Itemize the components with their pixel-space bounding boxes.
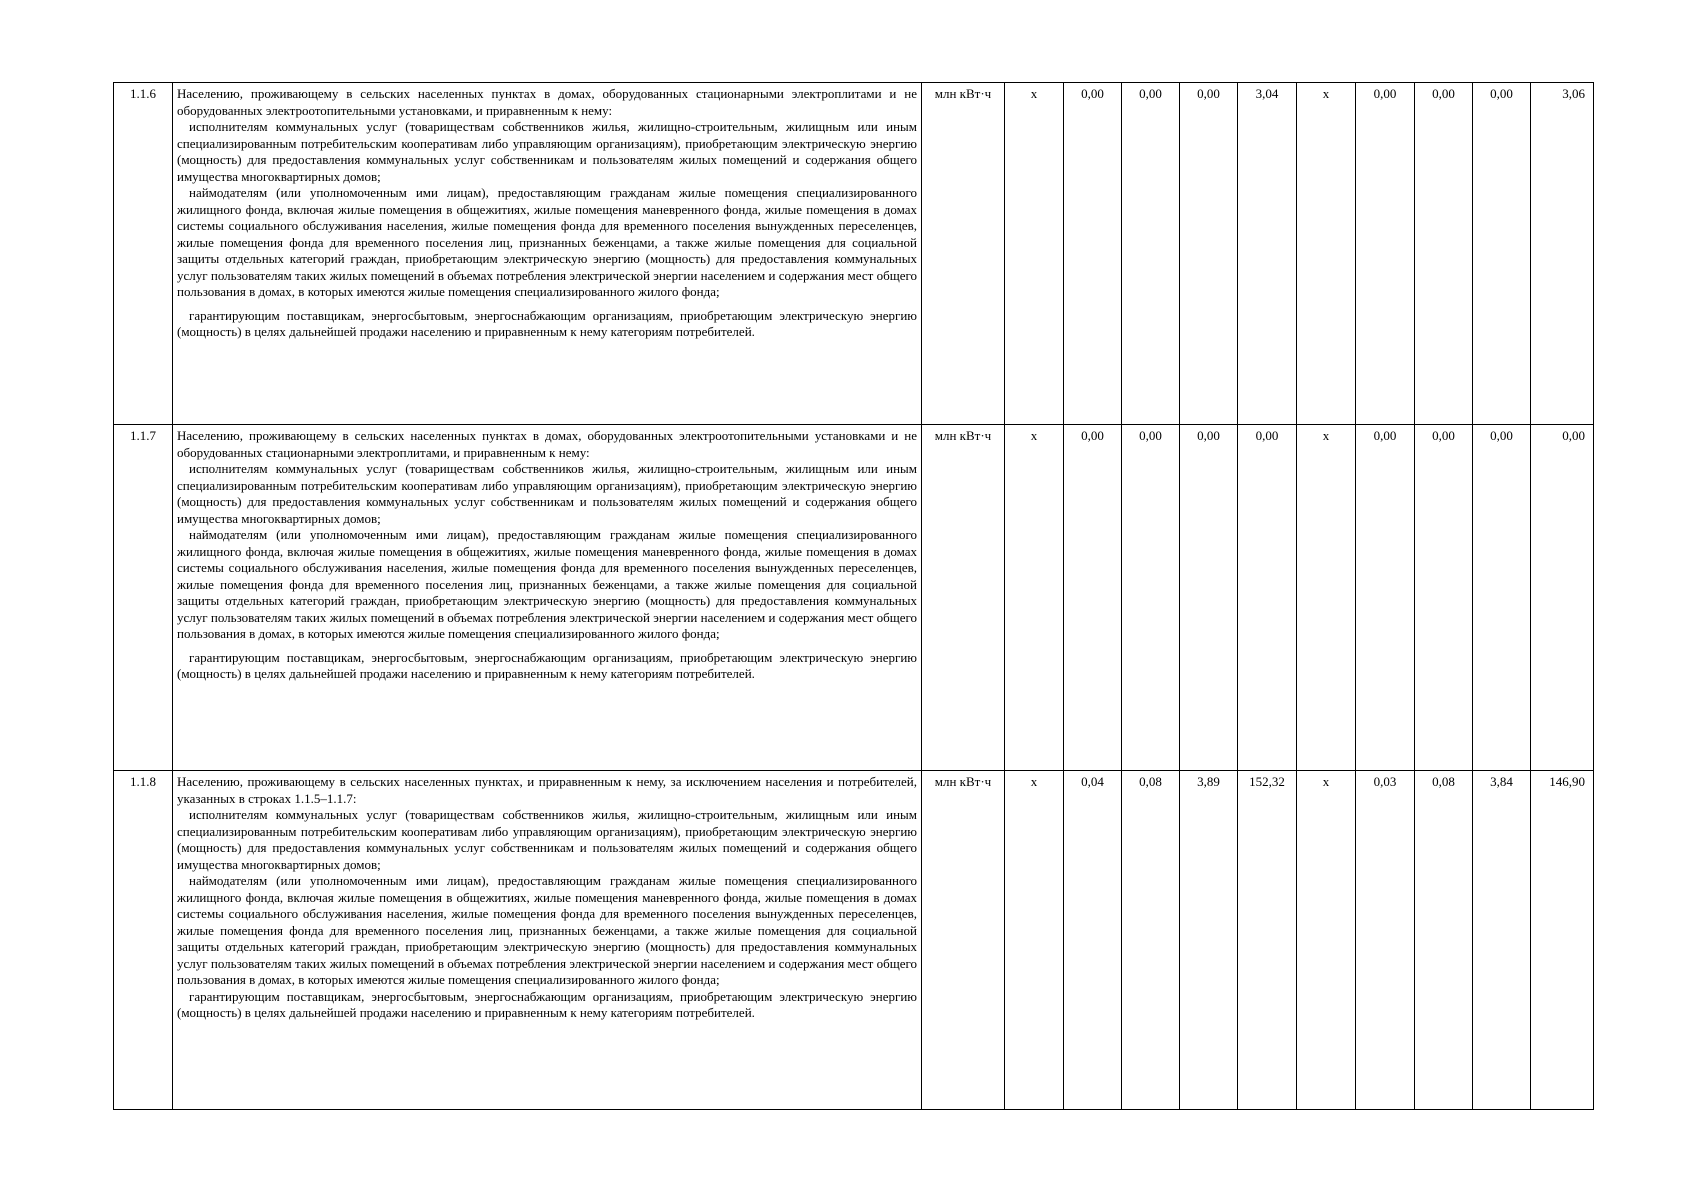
description-paragraph: исполнителям коммунальных услуг (товариществам собственников жилья, жилищно-строительным, жилищным или иным специализированным потребительским кооперативам либо управляющим организациям), приобретающим электрическую энергию (мощность) для предоставления коммунальных услуг собственникам и пользователям жилых помещений и содержания общего имущества многоквартирных домов; — [177, 807, 917, 872]
description-paragraph: наймодателям (или уполномоченным ими лицам), предоставляющим гражданам жилые помещения специализированного жилищного фонда, включая жилые помещения в общежитиях, жилые помещения маневренного фонда, жилые помещения в домах системы социального обслуживания населения, жилые помещения фонда для временного поселения вынужденных переселенцев, жилые помещения фонда для временного поселения лиц, признанных беженцами, а также жилые помещения для социальной защиты отдельных категорий граждан, приобретающим электрическую энергию (мощность) для предоставления коммунальных услуг пользователям таких жилых помещений в объемах потребления электрической энергии населением и содержания мест общего пользования в домах, в которых имеются жилые помещения специализированного жилого фонда; — [177, 185, 917, 299]
value-cell: 146,90 — [1531, 771, 1594, 1110]
value-cell: 0,00 — [1122, 83, 1180, 425]
description-paragraph: Населению, проживающему в сельских населенных пунктах в домах, оборудованных электроотопительными установками и не оборудованных стационарными электроплитами, и приравненным к нему: — [177, 428, 917, 460]
description-paragraph: наймодателям (или уполномоченным ими лицам), предоставляющим гражданам жилые помещения специализированного жилищного фонда, включая жилые помещения в общежитиях, жилые помещения маневренного фонда, жилые помещения в домах системы социального обслуживания населения, жилые помещения фонда для временного поселения вынужденных переселенцев, жилые помещения фонда для временного поселения лиц, признанных беженцами, а также жилые помещения для социальной защиты отдельных категорий граждан, приобретающим электрическую энергию (мощность) для предоставления коммунальных услуг пользователям таких жилых помещений в объемах потребления электрической энергии населением и содержания мест общего пользования в домах, в которых имеются жилые помещения специализированного жилого фонда; — [177, 527, 917, 641]
description-paragraph: наймодателям (или уполномоченным ими лицам), предоставляющим гражданам жилые помещения специализированного жилищного фонда, включая жилые помещения в общежитиях, жилые помещения маневренного фонда, жилые помещения в домах системы социального обслуживания населения, жилые помещения фонда для временного поселения вынужденных переселенцев, жилые помещения фонда для временного поселения лиц, признанных беженцами, а также жилые помещения для социальной защиты отдельных категорий граждан, приобретающим электрическую энергию (мощность) для предоставления коммунальных услуг пользователям таких жилых помещений в объемах потребления электрической энергии населением и содержания мест общего пользования в домах, в которых имеются жилые помещения специализированного жилого фонда; — [177, 873, 917, 987]
unit-cell: млн кВт·ч — [922, 771, 1005, 1110]
row-description — [173, 425, 922, 771]
table-row — [114, 425, 1594, 771]
value-cell: 0,00 — [1180, 425, 1238, 771]
value-cell: 0,00 — [1415, 83, 1473, 425]
value-cell: 0,00 — [1356, 425, 1415, 771]
value-cell: x — [1297, 771, 1356, 1110]
value-cell: x — [1005, 425, 1064, 771]
value-cell: 0,03 — [1356, 771, 1415, 1110]
value-cell: 0,00 — [1064, 425, 1122, 771]
tariff-table — [113, 82, 1594, 1110]
value-cell: 0,00 — [1531, 425, 1594, 771]
value-cell: 0,00 — [1064, 83, 1122, 425]
description-paragraph: исполнителям коммунальных услуг (товариществам собственников жилья, жилищно-строительным, жилищным или иным специализированным потребительским кооперативам либо управляющим организациям), приобретающим электрическую энергию (мощность) для предоставления коммунальных услуг собственникам и пользователям жилых помещений и содержания общего имущества многоквартирных домов; — [177, 119, 917, 184]
description-paragraph: исполнителям коммунальных услуг (товариществам собственников жилья, жилищно-строительным, жилищным или иным специализированным потребительским кооперативам либо управляющим организациям), приобретающим электрическую энергию (мощность) для предоставления коммунальных услуг собственникам и пользователям жилых помещений и содержания общего имущества многоквартирных домов; — [177, 461, 917, 526]
description-paragraph: Населению, проживающему в сельских населенных пунктах в домах, оборудованных стационарными электроплитами и не оборудованных электроотопительными установками, и приравненным к нему: — [177, 86, 917, 118]
value-cell: 152,32 — [1238, 771, 1297, 1110]
value-cell: 0,00 — [1415, 425, 1473, 771]
value-cell: 0,00 — [1356, 83, 1415, 425]
value-cell: 3,06 — [1531, 83, 1594, 425]
value-cell: 3,04 — [1238, 83, 1297, 425]
unit-cell: млн кВт·ч — [922, 83, 1005, 425]
value-cell: 0,04 — [1064, 771, 1122, 1110]
description-paragraph: гарантирующим поставщикам, энергосбытовым, энергоснабжающим организациям, приобретающим электрическую энергию (мощность) в целях дальнейшей продажи населению и приравненным к нему категориям потребителей. — [177, 988, 917, 1020]
value-cell: 0,00 — [1473, 425, 1531, 771]
value-cell: 0,00 — [1238, 425, 1297, 771]
value-cell: 0,00 — [1122, 425, 1180, 771]
row-description — [173, 83, 922, 425]
row-code: 1.1.8 — [114, 771, 173, 1110]
unit-cell: млн кВт·ч — [922, 425, 1005, 771]
row-code: 1.1.6 — [114, 83, 173, 425]
value-cell: x — [1297, 425, 1356, 771]
table-row — [114, 83, 1594, 425]
value-cell: x — [1005, 83, 1064, 425]
value-cell: 0,08 — [1122, 771, 1180, 1110]
value-cell: x — [1005, 771, 1064, 1110]
value-cell: 0,00 — [1180, 83, 1238, 425]
row-code: 1.1.7 — [114, 425, 173, 771]
value-cell: 0,08 — [1415, 771, 1473, 1110]
value-cell: 3,89 — [1180, 771, 1238, 1110]
value-cell: 3,84 — [1473, 771, 1531, 1110]
description-paragraph: гарантирующим поставщикам, энергосбытовым, энергоснабжающим организациям, приобретающим электрическую энергию (мощность) в целях дальнейшей продажи населению и приравненным к нему категориям потребителей. — [177, 307, 917, 339]
value-cell: x — [1297, 83, 1356, 425]
value-cell: 0,00 — [1473, 83, 1531, 425]
row-description — [173, 771, 922, 1110]
description-paragraph: гарантирующим поставщикам, энергосбытовым, энергоснабжающим организациям, приобретающим электрическую энергию (мощность) в целях дальнейшей продажи населению и приравненным к нему категориям потребителей. — [177, 649, 917, 681]
description-paragraph: Населению, проживающему в сельских населенных пунктах, и приравненным к нему, за исключением населения и потребителей, указанных в строках 1.1.5–1.1.7: — [177, 774, 917, 806]
table-row — [114, 771, 1594, 1110]
